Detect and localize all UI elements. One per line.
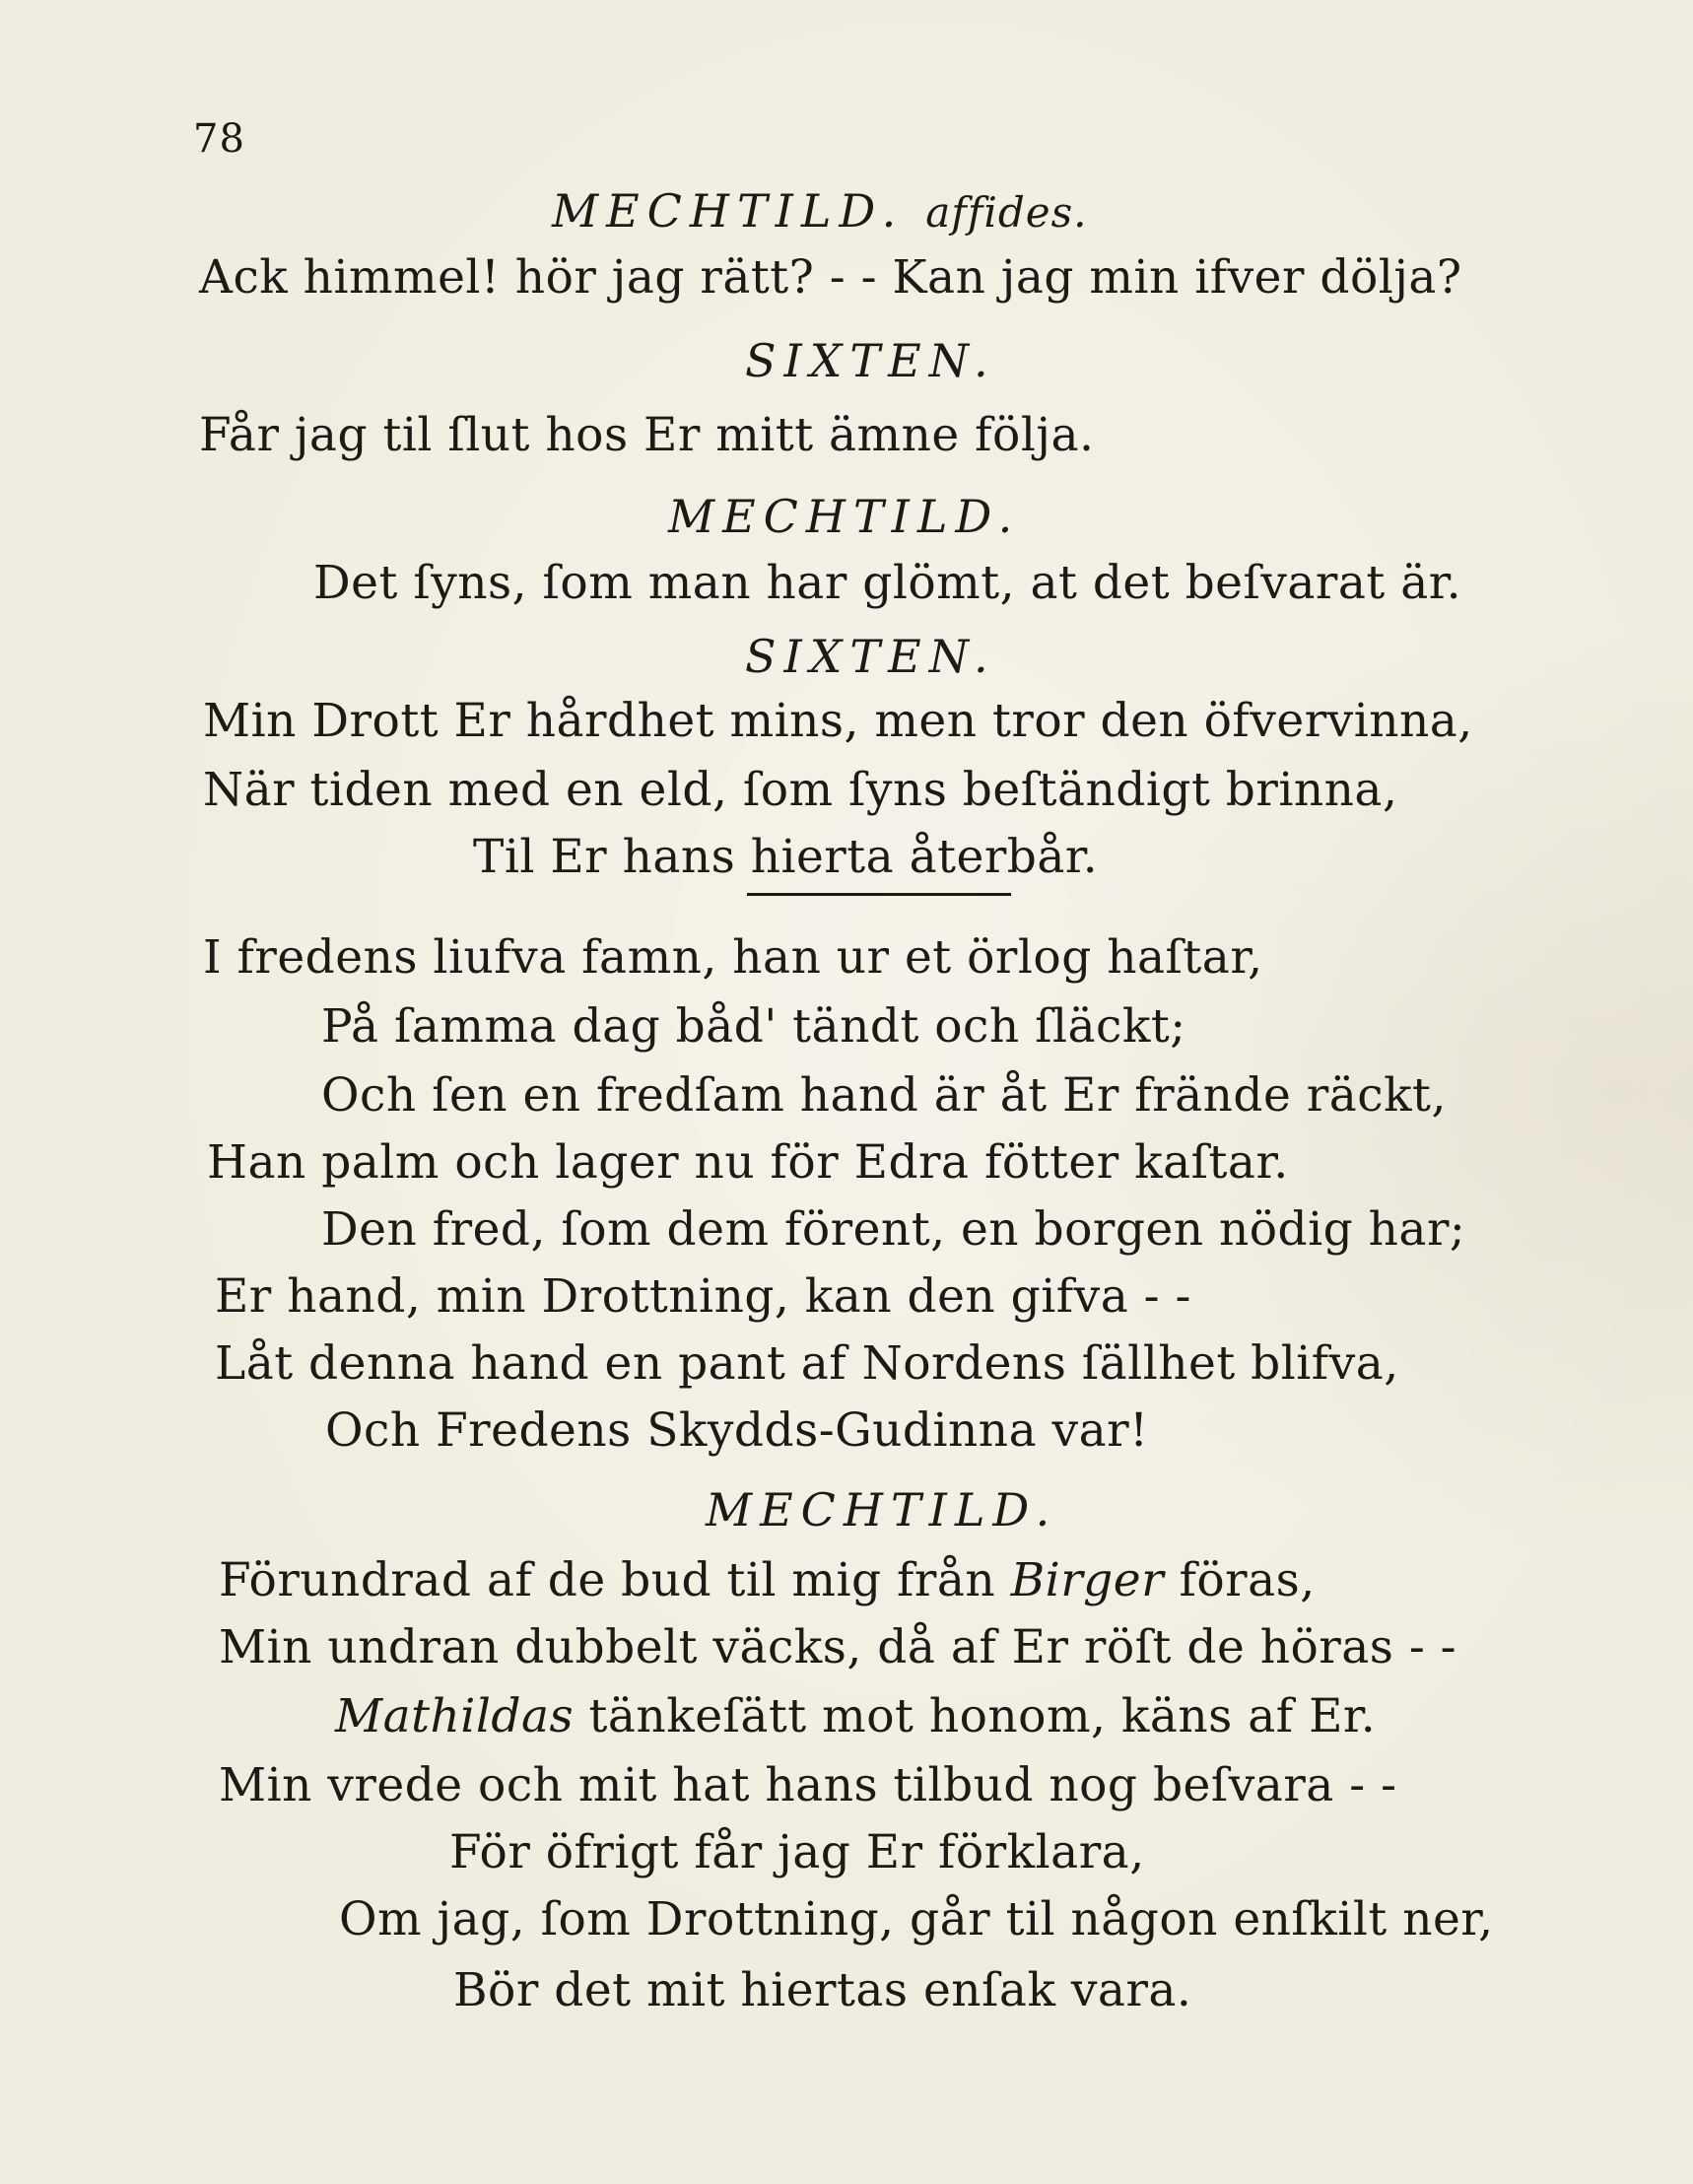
verse-line: Ack himmel! hör jag rätt? - - Kan jag min ifver dölja? (199, 250, 1462, 305)
speaker-heading: MECHTILD. (706, 1483, 1058, 1536)
verse-line (335, 1687, 1376, 1746)
stage-direction: affides. (925, 188, 1088, 237)
verse-line: I fredens liufva famn, han ur et örlog haſtar, (203, 930, 1263, 985)
verse-line: För öfrigt får jag Er förklara, (449, 1825, 1145, 1879)
verse-line: Får jag til ſlut hos Er mitt ämne följa. (199, 408, 1095, 462)
verse-text: Förundrad af de bud til mig från (219, 1553, 1011, 1607)
verse-line: Min vrede och mit hat hans tilbud nog beſvara - - (219, 1758, 1397, 1812)
verse-line: När tiden med en eld, ſom ſyns beſtändigt brinna, (203, 763, 1398, 817)
verse-line: Min undran dubbelt väcks, då af Er röſt de höras - - (219, 1620, 1457, 1674)
section-divider (747, 893, 1011, 896)
name-emphasis: Mathildas (335, 1689, 575, 1743)
verse-line: Om jag, ſom Drottning, går til någon enſkilt ner, (339, 1892, 1494, 1946)
verse-line: Det ſyns, ſom man har glömt, at det beſvarat är. (313, 556, 1462, 610)
verse-line: Min Drott Er hårdhet mins, men tror den öfvervinna, (203, 694, 1473, 748)
verse-line: Til Er hans hierta återbår. (473, 830, 1099, 884)
speaker-name: MECHTILD. (552, 184, 905, 238)
verse-line: Han palm och lager nu för Edra fötter kaſtar. (207, 1135, 1289, 1190)
speaker-heading: SIXTEN. (745, 630, 996, 683)
verse-text: föras, (1164, 1553, 1316, 1607)
speaker-heading: MECHTILD. (668, 490, 1021, 543)
verse-line: Er hand, min Drottning, kan den gifva - - (215, 1269, 1191, 1324)
speaker-heading (552, 181, 1087, 242)
name-emphasis: Birger (1010, 1553, 1165, 1607)
verse-line: Den fred, ſom dem förent, en borgen nödig har; (321, 1202, 1466, 1257)
verse-text: tänkeſätt mot honom, käns af Er. (574, 1689, 1377, 1743)
verse-line: Låt denna hand en pant af Nordens ſällhet blifva, (215, 1336, 1399, 1391)
page-number: 78 (193, 116, 245, 162)
verse-line (219, 1551, 1316, 1610)
verse-line: På ſamma dag båd' tändt och ſläckt; (321, 999, 1186, 1054)
verse-line: Och Fredens Skydds-Gudinna var! (325, 1403, 1149, 1458)
speaker-heading: SIXTEN. (745, 334, 996, 387)
verse-line: Och ſen en fredſam hand är åt Er frände räckt, (321, 1068, 1447, 1123)
verse-line: Bör det mit hiertas enſak vara. (453, 1963, 1192, 2017)
